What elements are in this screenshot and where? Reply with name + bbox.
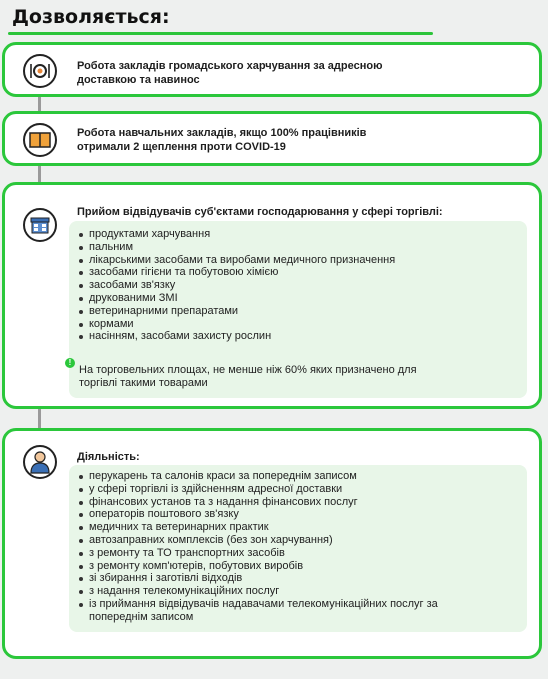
worker-icon (23, 445, 57, 479)
list-item: медичних та ветеринарних практик (77, 521, 497, 534)
list-item: друкованими ЗМІ (77, 292, 519, 305)
list-item: зі збирання і заготівлі відходів (77, 572, 497, 585)
list-item: пальним (77, 241, 519, 254)
card-text: Робота закладів громадського харчування за адресною доставкою та навинос (77, 60, 383, 86)
list-item: лікарськими засобами та виробами медичного призначення (77, 254, 519, 267)
list-item: фінансових установ та з надання фінансових послуг (77, 496, 497, 509)
list-item: у сфері торгівлі із здійсненням адресної доставки (77, 483, 497, 496)
list-item: з надання телекомунікаційних послуг (77, 585, 497, 598)
page-title: Дозволяється: (12, 6, 170, 28)
activities-list-box (69, 465, 527, 632)
retail-list-box (69, 221, 527, 398)
connector-line (38, 408, 41, 430)
list-item: з ремонту та ТО транспортних засобів (77, 547, 497, 560)
list-item: із приймання відвідувачів надавачами телекомунікаційних послуг за попереднім записом (77, 598, 497, 624)
shop-icon (23, 208, 57, 242)
plate-utensils-icon (23, 54, 57, 88)
list-item: з ремонту комп'ютерів, побутових виробів (77, 560, 497, 573)
list-item: ветеринарними препаратами (77, 305, 519, 318)
activities-items-list (77, 470, 497, 624)
note-text: На торговельних площах, не менше ніж 60% яких призначено для торгівлі такими товарами (79, 364, 417, 389)
list-item: перукарень та салонів краси за попереднім записом (77, 470, 497, 483)
card-education (2, 111, 542, 166)
card-food-service (2, 42, 542, 97)
section-title: Діяльність: (77, 451, 140, 463)
list-item: засобами зв'язку (77, 279, 519, 292)
retail-items-list (77, 228, 519, 343)
section-title: Прийом відвідувачів суб'єктами господарювання у сфері торгівлі: (77, 206, 443, 218)
list-item: засобами гігієни та побутовою хімією (77, 266, 519, 279)
card-text: Робота навчальних закладів, якщо 100% працівників отримали 2 щеплення проти COVID-19 (77, 127, 367, 153)
info-icon: ! (65, 358, 75, 368)
list-item: насінням, засобами захисту рослин (77, 330, 519, 343)
card-retail (2, 182, 542, 409)
list-item: кормами (77, 318, 519, 331)
book-icon (23, 123, 57, 157)
connector-line (38, 96, 41, 112)
list-item: автозаправних комплексів (без зон харчування) (77, 534, 497, 547)
list-item: продуктами харчування (77, 228, 519, 241)
list-item: операторів поштового зв'язку (77, 508, 497, 521)
connector-line (38, 165, 41, 183)
card-activities (2, 428, 542, 659)
title-underline (8, 32, 433, 35)
